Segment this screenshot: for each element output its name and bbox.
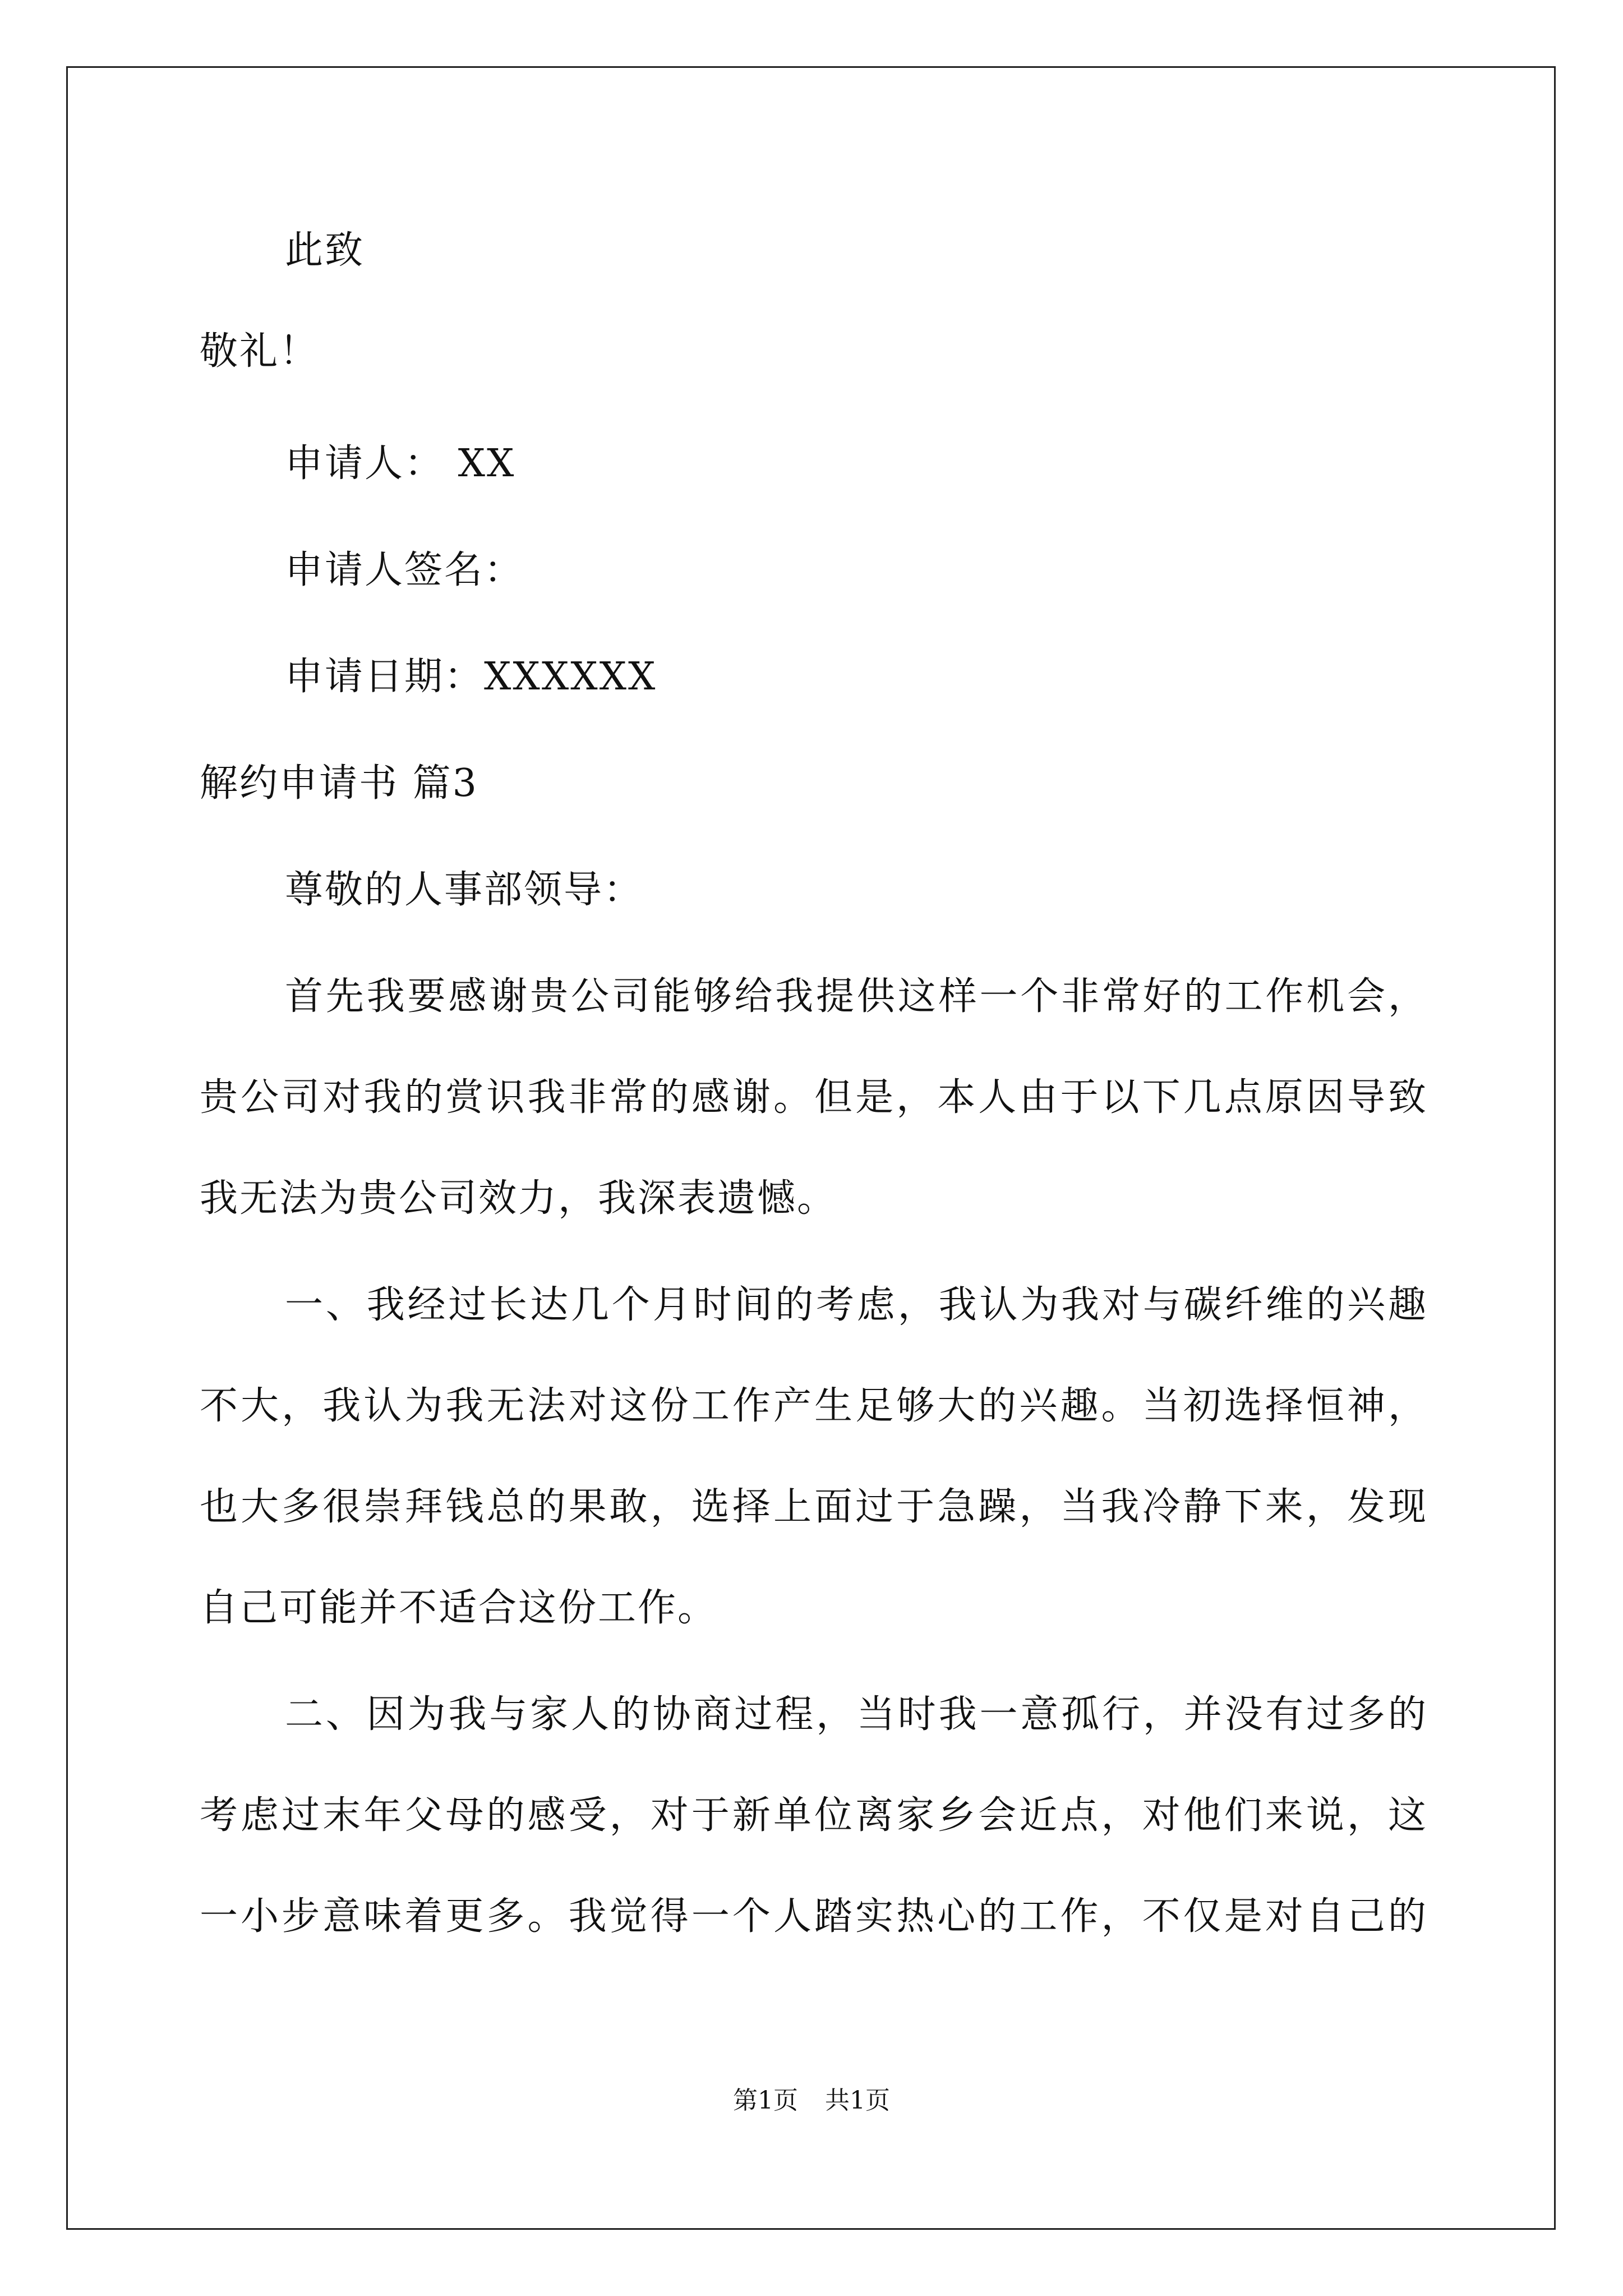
applicant-line: 申请人： XX [285,441,516,486]
salutation-intro: 此致 [285,228,365,273]
application-date-line: 申请日期：XXXXXX [285,655,657,699]
paragraph-2-line-2: 不大，我认为我无法对这份工作产生足够大的兴趣。当初选择恒神， [200,1384,1428,1428]
page-number-total: 共1页 [825,2086,890,2115]
applicant-signature-line: 申请人签名： [285,548,524,592]
paragraph-3-line-1: 二、因为我与家人的协商过程，当时我一意孤行，并没有过多的 [285,1692,1428,1737]
page-footer [0,2084,1623,2118]
greeting: 尊敬的人事部领导： [285,868,644,912]
paragraph-3-line-3: 一小步意味着更多。我觉得一个人踏实热心的工作，不仅是对自己的 [200,1894,1428,1939]
page-number-current: 第1页 [733,2086,798,2115]
section-heading: 解约申请书 篇3 [200,761,478,806]
paragraph-1-line-1: 首先我要感谢贵公司能够给我提供这样一个非常好的工作机会， [285,974,1428,1019]
paragraph-3-line-2: 考虑过末年父母的感受，对于新单位离家乡会近点，对他们来说，这 [200,1793,1428,1838]
paragraph-2-line-1: 一、我经过长达几个月时间的考虑，我认为我对与碳纤维的兴趣 [285,1283,1428,1327]
paragraph-1-line-2: 贵公司对我的赏识我非常的感谢。但是，本人由于以下几点原因导致 [200,1075,1428,1120]
paragraph-2-line-4: 自己可能并不适合这份工作。 [200,1586,718,1630]
paragraph-1-line-3: 我无法为贵公司效力，我深表遗憾。 [200,1176,837,1221]
salutation: 敬礼！ [200,329,320,374]
paragraph-2-line-3: 也大多很崇拜钱总的果敢，选择上面过于急躁，当我冷静下来，发现 [200,1485,1428,1529]
